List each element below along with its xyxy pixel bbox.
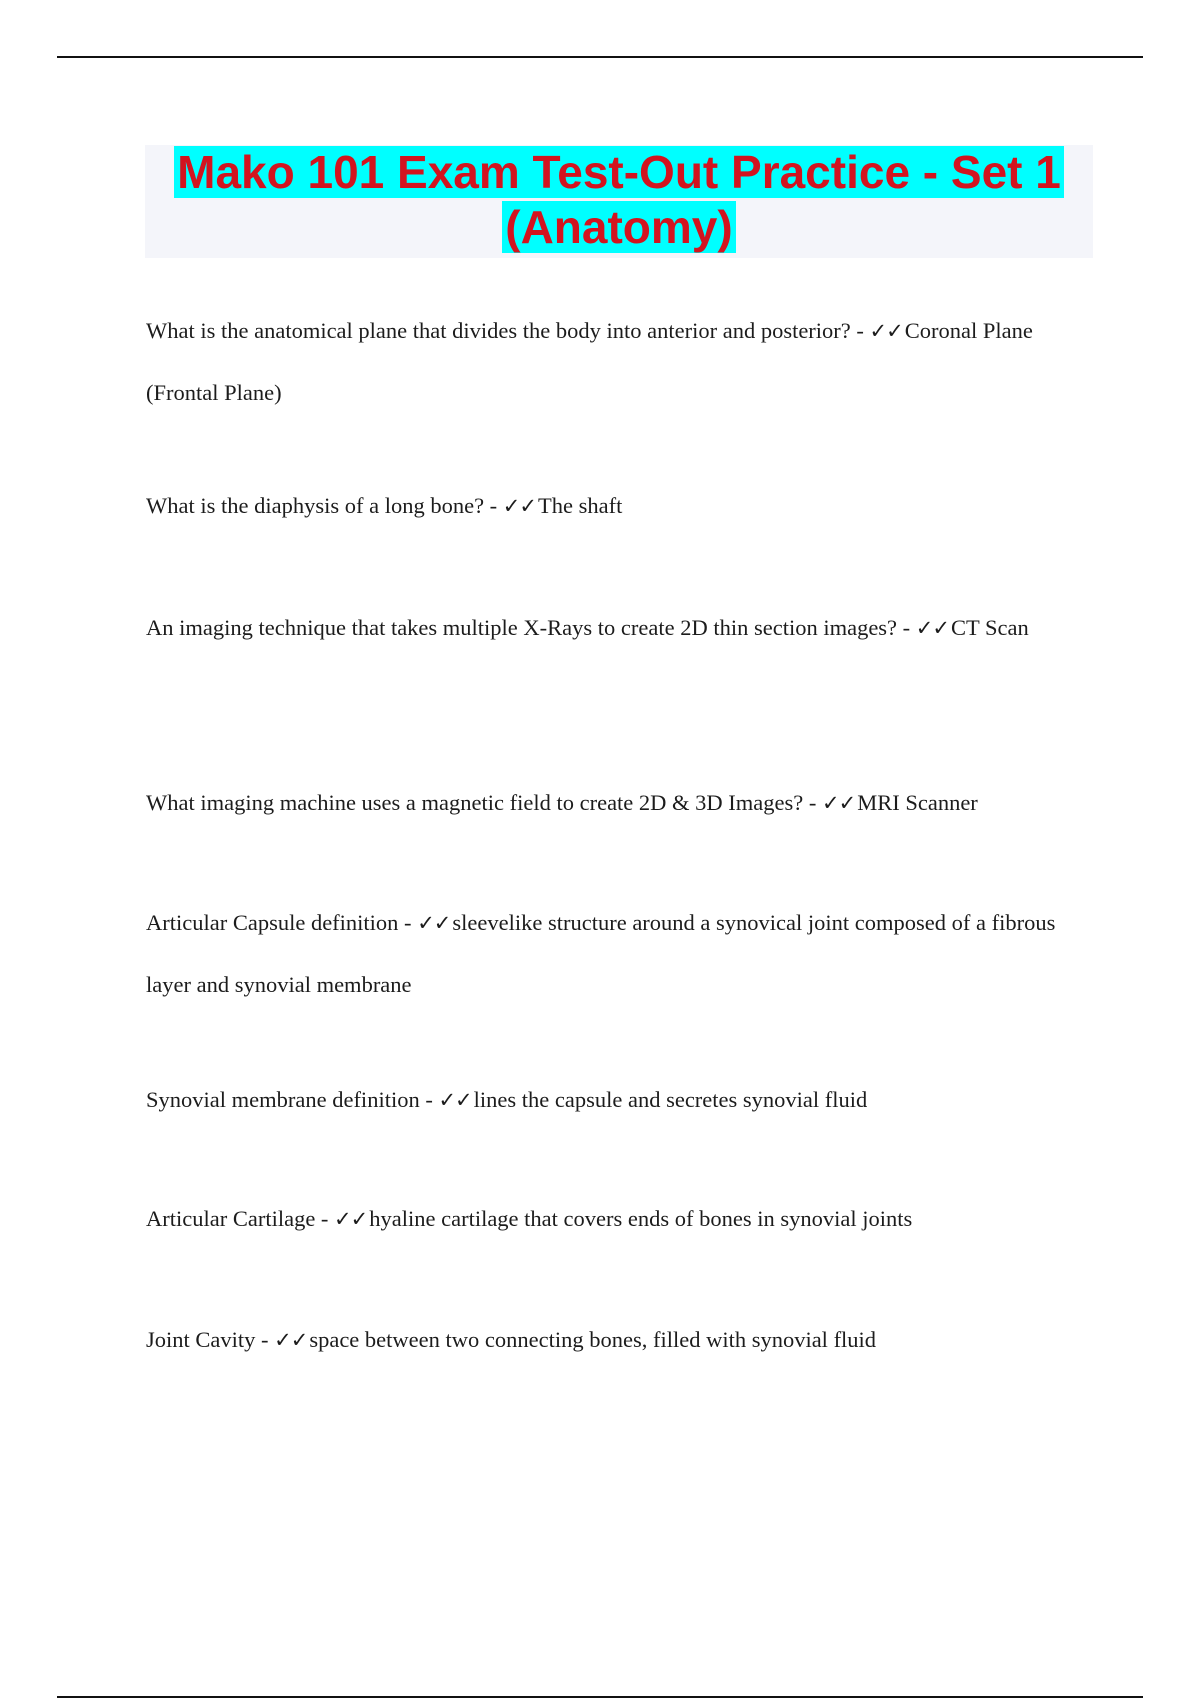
question-text: Joint Cavity - (146, 1327, 275, 1352)
qa-item (146, 475, 1066, 537)
answer-text: sleevelike structure around a synovical joint composed of a fibrous layer and synovial membrane (146, 910, 1056, 997)
question-text: An imaging technique that takes multiple X-Rays to create 2D thin section images? - (146, 615, 916, 640)
check-icon: ✓✓ (869, 319, 903, 343)
qa-item (146, 1188, 1066, 1250)
answer-text: CT Scan (951, 615, 1029, 640)
title-line-2: (Anatomy) (502, 201, 735, 253)
answer-text: Coronal Plane (Frontal Plane) (146, 318, 1033, 405)
qa-item (146, 300, 1066, 423)
question-text: What is the anatomical plane that divides the body into anterior and posterior? - (146, 318, 870, 343)
answer-text: MRI Scanner (857, 790, 978, 815)
check-icon: ✓✓ (438, 1088, 472, 1112)
top-rule (57, 56, 1143, 58)
document-title (145, 145, 1093, 258)
check-icon: ✓✓ (822, 791, 856, 815)
qa-item (146, 1069, 1066, 1131)
question-text: What imaging machine uses a magnetic field to create 2D & 3D Images? - (146, 790, 822, 815)
question-text: Articular Capsule definition - (146, 910, 418, 935)
bottom-rule (57, 1696, 1143, 1698)
answer-text: hyaline cartilage that covers ends of bones in synovial joints (369, 1206, 913, 1231)
check-icon: ✓✓ (417, 911, 451, 935)
check-icon: ✓✓ (915, 616, 949, 640)
check-icon: ✓✓ (274, 1328, 308, 1352)
title-line-1: Mako 101 Exam Test-Out Practice - Set 1 (174, 146, 1064, 198)
question-text: Synovial membrane definition - (146, 1087, 439, 1112)
check-icon: ✓✓ (334, 1207, 368, 1231)
qa-item (146, 597, 1066, 659)
answer-text: space between two connecting bones, filled with synovial fluid (309, 1327, 877, 1352)
answer-text: The shaft (538, 493, 623, 518)
check-icon: ✓✓ (502, 494, 536, 518)
qa-item (146, 892, 1066, 1015)
qa-item (146, 1309, 1066, 1371)
qa-item (146, 772, 1066, 834)
question-text: Articular Cartilage - (146, 1206, 335, 1231)
question-text: What is the diaphysis of a long bone? - (146, 493, 503, 518)
answer-text: lines the capsule and secretes synovial fluid (473, 1087, 868, 1112)
